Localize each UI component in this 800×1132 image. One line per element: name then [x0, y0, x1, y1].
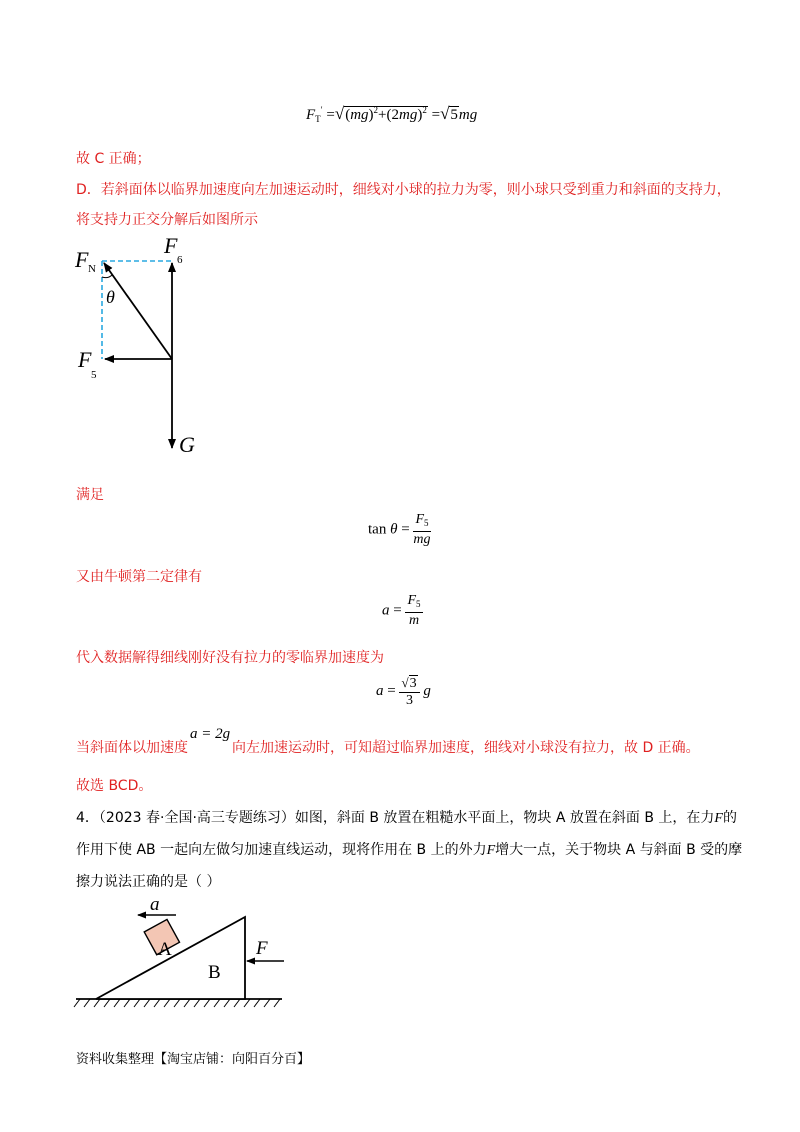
eq-paren: (2 [386, 107, 400, 123]
label-theta: θ [106, 287, 115, 307]
label-f5: F [78, 347, 92, 372]
label-fn: F [75, 247, 89, 272]
label-block-a: A [158, 939, 172, 960]
eq-num: F [407, 593, 417, 608]
eq-var: a [382, 602, 390, 619]
force-symbol: F [486, 843, 496, 858]
footer-text: 资料收集整理【淘宝店铺：向阳百分百】 [76, 1052, 311, 1067]
eq-term: mg [399, 107, 418, 123]
fraction [405, 593, 422, 629]
text-substitute: 代入数据解得细线刚好没有拉力的零临界加速度为 [76, 650, 384, 666]
question-text: 增大一点，关于物块 A 与斜面 B 受的摩 [495, 842, 743, 858]
question-text: 作用下使 AB 一起向左做匀加速直线运动，现将作用在 B 上的外力 [76, 842, 487, 858]
eq-sign: + [378, 107, 387, 123]
question-4-line1 [76, 808, 737, 829]
text-newton: 又由牛顿第二定律有 [76, 569, 202, 585]
force-diagram [70, 235, 210, 460]
angle-arc [102, 275, 112, 278]
eq-sign: = [387, 683, 396, 699]
eq-radicand: 3 [409, 675, 417, 691]
text-answer: 故选 BCD。 [76, 778, 153, 794]
eq-sign: = [431, 107, 441, 123]
text-satisfy: 满足 [76, 487, 104, 503]
label-f6: F [164, 235, 178, 258]
eq-var: a [376, 683, 384, 699]
inline-eq-a2g: a = 2g [190, 726, 231, 742]
text-when-pre: 当斜面体以加速度 [76, 740, 188, 756]
eq-subscript: T [315, 114, 321, 124]
eq-prime: ′ [320, 105, 323, 115]
eq-den: m [408, 613, 420, 628]
eq-den: mg [413, 532, 431, 547]
eq-var: θ [390, 521, 398, 538]
eq-paren: ( [345, 107, 351, 123]
eq-paren: ) [368, 107, 374, 123]
question-4-line3: 擦力说法正确的是（ ） [76, 874, 221, 890]
question-source: （2023 春·全国·高三专题练习） [98, 810, 295, 826]
equation-a2 [376, 674, 431, 709]
eq-sign: = [326, 107, 335, 123]
eq-exponent: 2 [373, 105, 379, 115]
eq-term: mg [350, 107, 369, 123]
label-fn-sub: N [88, 263, 96, 275]
equation-tension: $F_T' =√(mg)^2+(2mg)^2 =√5mg$ [306, 104, 478, 124]
question-4-line2 [76, 840, 742, 861]
eq-exponent: 2 [422, 105, 427, 115]
eq-sign: = [401, 521, 410, 538]
label-block-b: B [208, 962, 221, 983]
eq-radicand: 5 [450, 107, 458, 123]
eq-sub: 5 [424, 518, 429, 528]
eq-symbol: F [306, 107, 316, 123]
eq-num: F [415, 512, 425, 527]
equation-a1 [382, 593, 423, 629]
text-c-correct: 故 C 正确； [76, 151, 151, 167]
eq-sign: = [393, 602, 402, 619]
fraction [413, 512, 430, 548]
eq-den: 3 [406, 692, 414, 708]
question-text: 如图，斜面 B 放置在粗糙水平面上，物块 A 放置在斜面 B 上，在力 [294, 810, 715, 826]
text-when-post: 向左加速运动时，可知超过临界加速度，细线对小球没有拉力，故 D 正确。 [232, 740, 700, 756]
label-f5-sub: 5 [91, 369, 97, 381]
label-f6-sub: 6 [177, 254, 183, 266]
arrow-fn [104, 263, 172, 359]
label-accel: a [150, 895, 160, 915]
force-symbol: F [714, 811, 723, 826]
question-text: 的 [722, 810, 737, 826]
incline-diagram [70, 895, 300, 1015]
text-d-line1: D．若斜面体以临界加速度向左加速运动时，细线对小球的拉力为零，则小球只受到重力和斜面的支持力， [76, 182, 731, 198]
ground-hatch [74, 999, 280, 1007]
fraction: $\frac{√3}{3}$ [399, 675, 419, 709]
question-number: 4． [76, 810, 99, 826]
equation-tan [368, 512, 431, 548]
text-d-line2: 将支持力正交分解后如图所示 [76, 212, 258, 228]
eq-func: tan [368, 521, 387, 538]
eq-term: mg [458, 107, 478, 123]
label-force: F [256, 938, 268, 959]
eq-paren: ) [417, 107, 423, 123]
label-g: G [179, 432, 195, 457]
eq-var: g [423, 683, 431, 699]
eq-sub: 5 [416, 599, 421, 609]
